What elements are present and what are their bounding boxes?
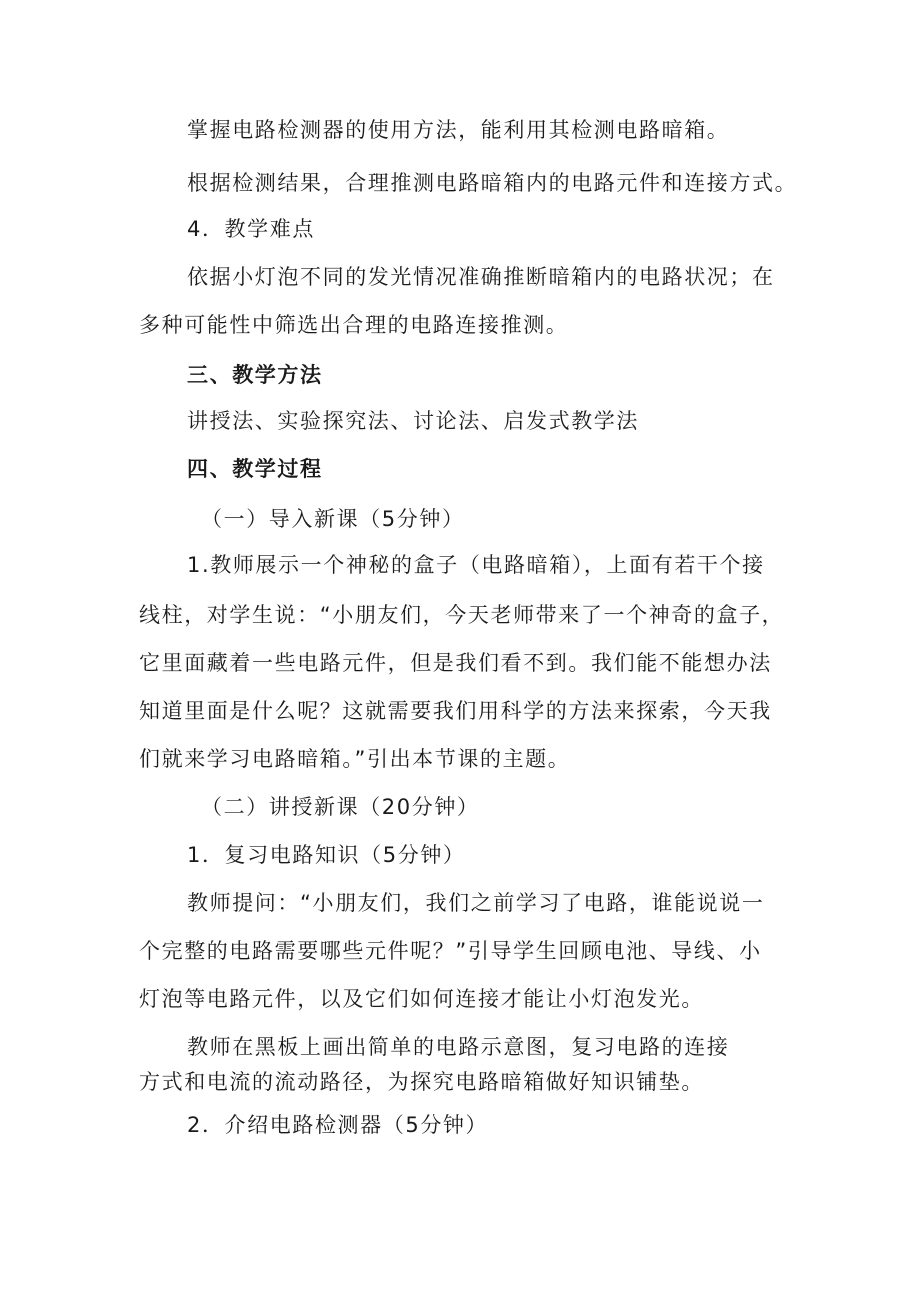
paragraph-line-4: 多种可能性中筛选出合理的电路连接推测。 [139, 313, 569, 337]
paragraph-line-7: 线柱，对学生说：“小朋友们，今天老师带来了一个神奇的盒子， [139, 603, 785, 627]
subsection-heading-new-lesson: （二）讲授新课（20分钟） [201, 795, 480, 819]
paragraph-line-9: 知道里面是什么呢？这就需要我们用科学的方法来探索，今天我 [139, 699, 772, 723]
section-heading-difficulty: 4．教学难点 [187, 217, 315, 241]
section-heading-process: 四、教学过程 [187, 457, 323, 481]
paragraph-line-12: 个完整的电路需要哪些元件呢？”引导学生回顾电池、导线、小 [139, 939, 762, 963]
paragraph-line-5: 讲授法、实验探究法、讨论法、启发式教学法 [187, 409, 639, 433]
paragraph-line-3: 依据小灯泡不同的发光情况准确推断暗箱内的电路状况；在 [187, 265, 775, 289]
paragraph-line-6: 1.教师展示一个神秘的盒子（电路暗箱），上面有若干个接 [187, 553, 765, 577]
paragraph-line-13: 灯泡等电路元件，以及它们如何连接才能让小灯泡发光。 [139, 987, 704, 1011]
subsection-heading-intro: （一）导入新课（5分钟） [201, 507, 465, 531]
section-heading-methods: 三、教学方法 [187, 363, 323, 387]
paragraph-line-8: 它里面藏着一些电路元件，但是我们看不到。我们能不能想办法 [139, 651, 772, 675]
item-heading-detector: 2．介绍电路检测器（5分钟） [187, 1113, 489, 1137]
paragraph-line-10: 们就来学习电路暗箱。”引出本节课的主题。 [139, 747, 571, 771]
paragraph-line-1: 掌握电路检测器的使用方法，能利用其检测电路暗箱。 [187, 118, 730, 142]
paragraph-line-15: 方式和电流的流动路径，为探究电路暗箱做好知识铺垫。 [139, 1070, 704, 1094]
paragraph-line-2: 根据检测结果，合理推测电路暗箱内的电路元件和连接方式。 [187, 171, 798, 195]
paragraph-line-11: 教师提问：“小朋友们，我们之前学习了电路，谁能说说一 [187, 891, 765, 915]
item-heading-review: 1．复习电路知识（5分钟） [187, 843, 466, 867]
paragraph-line-14: 教师在黑板上画出简单的电路示意图，复习电路的连接 [187, 1035, 730, 1059]
